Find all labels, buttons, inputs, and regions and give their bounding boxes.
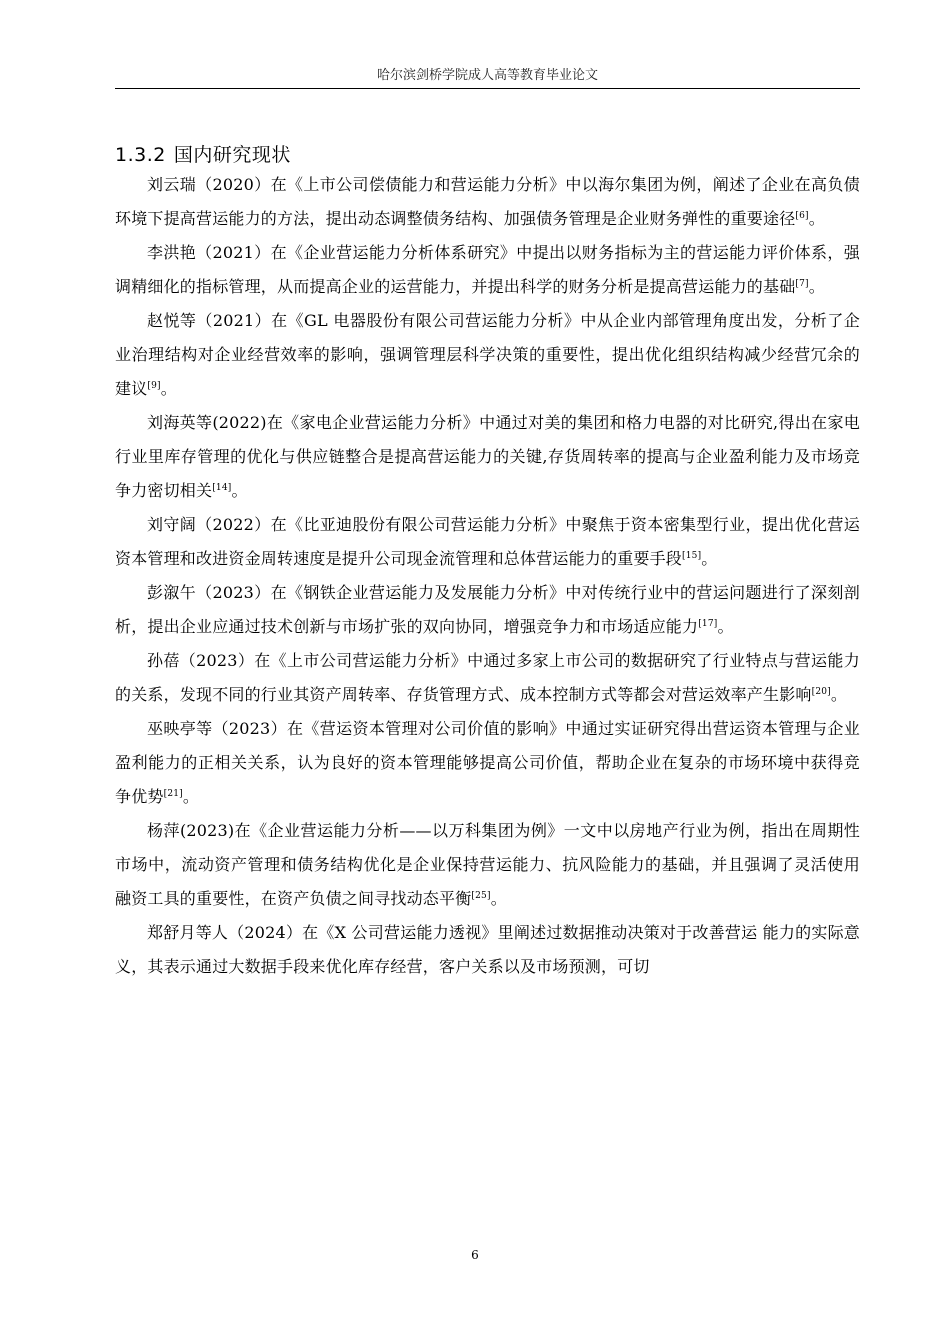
page-number: 6 <box>471 1248 479 1262</box>
paragraph <box>115 304 860 406</box>
section-title: 国内研究现状 <box>173 143 291 166</box>
citation: [21] <box>163 789 183 799</box>
citation: [9] <box>147 381 161 391</box>
paragraph-text: 孙蓓（2023）在《上市公司营运能力分析》中通过多家上市公司的数据研究了行业特点与营运能力的关系，发现不同的行业其资产周转率、存货管理方式、成本控制方式等都会对营运效率产生影响 <box>115 651 860 704</box>
paragraph-end: 。 <box>231 481 248 500</box>
paragraph-text: 刘云瑞（2020）在《上市公司偿债能力和营运能力分析》中以海尔集团为例，阐述了企业在高负债环境下提高营运能力的方法，提出动态调整债务结构、加强债务管理是企业财务弹性的重要途径 <box>115 175 860 228</box>
paragraph <box>115 236 860 304</box>
citation: [20] <box>811 687 831 697</box>
paragraph-end: 。 <box>808 277 825 296</box>
paragraph-text: 彭溆午（2023）在《钢铁企业营运能力及发展能力分析》中对传统行业中的营运问题进行了深刻剖析，提出企业应通过技术创新与市场扩张的双向协同，增强竞争力和市场适应能力 <box>115 583 860 636</box>
paragraph <box>115 576 860 644</box>
citation: [7] <box>795 279 809 289</box>
citation: [25] <box>471 891 491 901</box>
paragraph-text: 刘海英等(2022)在《家电企业营运能力分析》中通过对美的集团和格力电器的对比研究,得出在家电行业里库存管理的优化与供应链整合是提高营运能力的关键,存货周转率的提高与企业盈利能力及市场竞争力密切相关 <box>115 413 860 500</box>
citation: [17] <box>698 619 718 629</box>
citation: [14] <box>212 483 232 493</box>
paragraph-text: 赵悦等（2021）在《GL 电器股份有限公司营运能力分析》中从企业内部管理角度出发，分析了企业治理结构对企业经营效率的影响，强调管理层科学决策的重要性，提出优化组织结构减少经营冗余的建议 <box>115 311 860 398</box>
paragraph <box>115 916 860 984</box>
citation: [6] <box>795 211 809 221</box>
paragraph-end: 。 <box>160 379 177 398</box>
paragraph <box>115 712 860 814</box>
paragraph <box>115 508 860 576</box>
paragraph-end: 。 <box>701 549 718 568</box>
paragraph-end: 。 <box>490 889 507 908</box>
paragraph <box>115 814 860 916</box>
paragraph-text: 巫映亭等（2023）在《营运资本管理对公司价值的影响》中通过实证研究得出营运资本管理与企业盈利能力的正相关关系，认为良好的资本管理能够提高公司价值，帮助企业在复杂的市场环境中获得竞争优势 <box>115 719 860 806</box>
body-text <box>115 168 860 984</box>
paragraph <box>115 644 860 712</box>
section-heading <box>115 140 291 167</box>
paragraph <box>115 406 860 508</box>
paragraph-text: 郑舒月等人（2024）在《X 公司营运能力透视》里阐述过数据推动决策对于改善营运 能力的实际意义，其表示通过大数据手段来优化库存经营，客户关系以及市场预测，可切 <box>115 923 860 976</box>
header-rule <box>115 88 860 89</box>
paragraph-end: 。 <box>808 209 825 228</box>
paragraph-end: 。 <box>182 787 200 806</box>
paragraph-text: 杨萍(2023)在《企业营运能力分析——以万科集团为例》一文中以房地产行业为例，指出在周期性市场中，流动资产管理和债务结构优化是企业保持营运能力、抗风险能力的基础，并且强调了灵活使用融资工具的重要性，在资产负债之间寻找动态平衡 <box>115 821 860 908</box>
running-header: 哈尔滨剑桥学院成人高等教育毕业论文 <box>376 68 598 83</box>
paragraph-end: 。 <box>717 617 734 636</box>
citation: [15] <box>682 551 702 561</box>
paragraph-text: 刘守阔（2022）在《比亚迪股份有限公司营运能力分析》中聚焦于资本密集型行业，提出优化营运资本管理和改进资金周转速度是提升公司现金流管理和总体营运能力的重要手段 <box>115 515 860 568</box>
paragraph <box>115 168 860 236</box>
paragraph-end: 。 <box>830 685 848 704</box>
section-number: 1.3.2 <box>115 143 166 166</box>
paragraph-text: 李洪艳（2021）在《企业营运能力分析体系研究》中提出以财务指标为主的营运能力评价体系，强调精细化的指标管理，从而提高企业的运营能力，并提出科学的财务分析是提高营运能力的基础 <box>115 243 860 296</box>
